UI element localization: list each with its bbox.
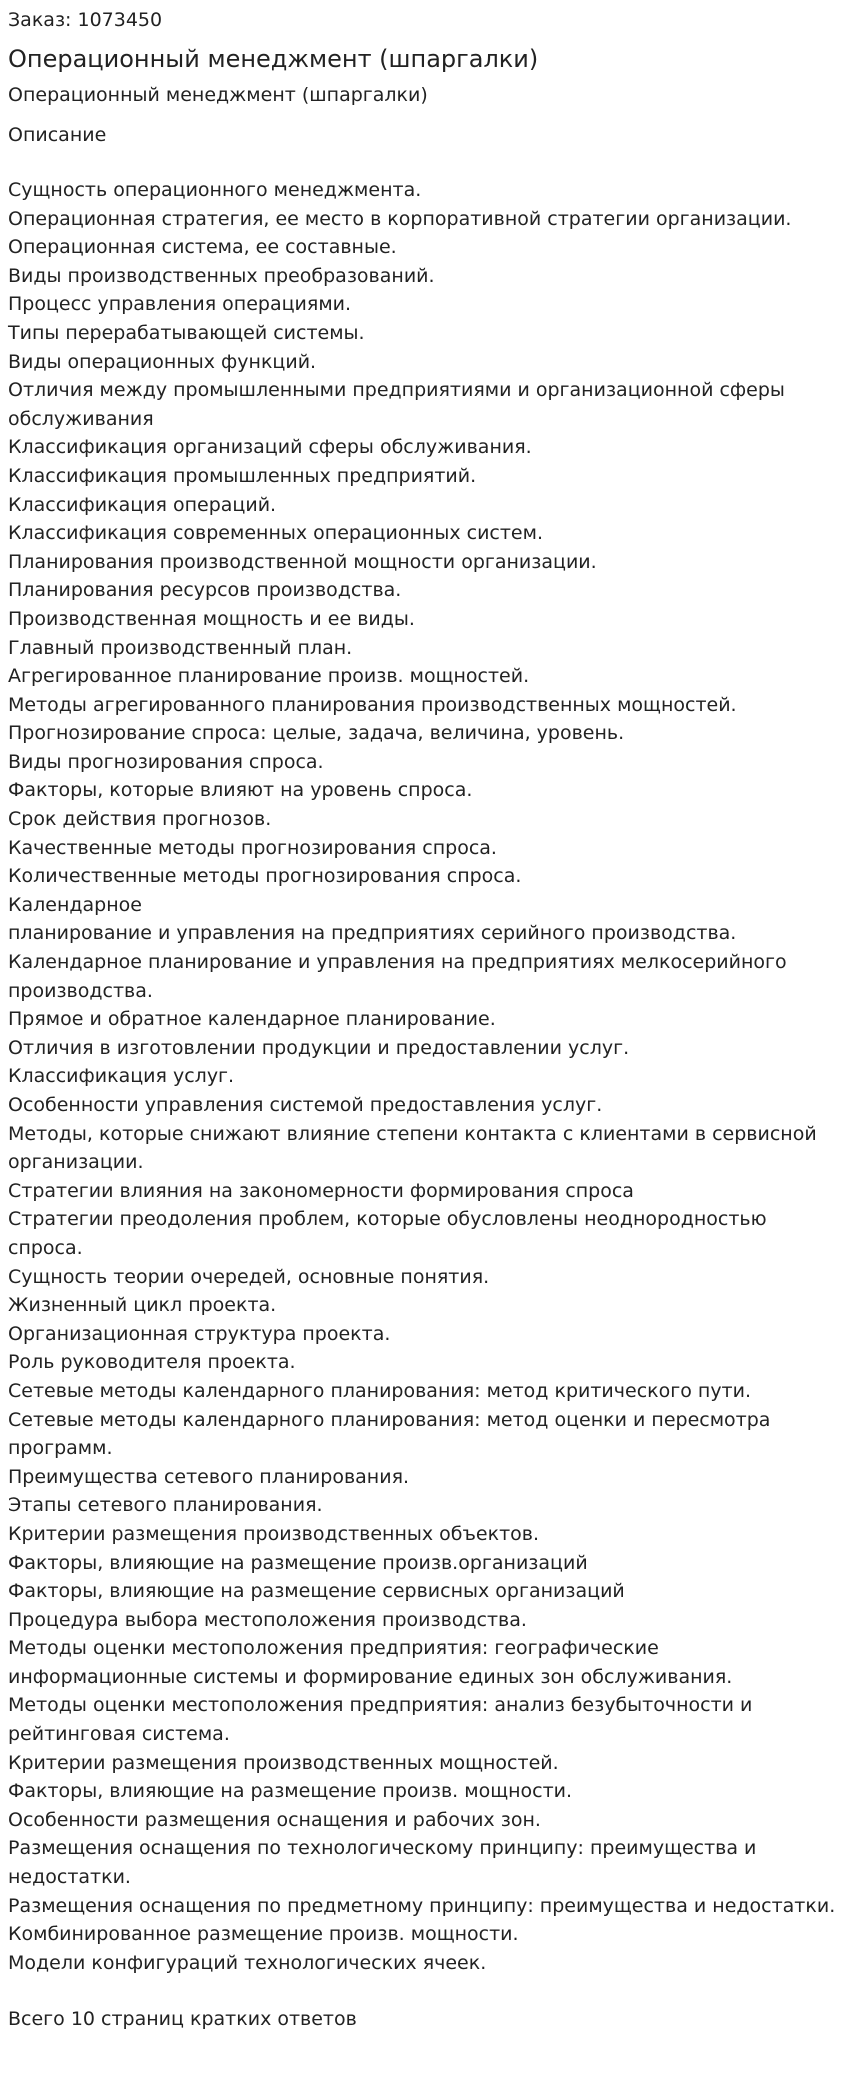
topic-item: Операционная система, ее составные. <box>8 236 397 259</box>
topic-item: Классификация промышленных предприятий. <box>8 464 477 487</box>
topic-item: Особенности управления системой предоставления услуг. <box>8 1094 603 1116</box>
topic-item: Факторы, влияющие на размещение произв.организаций <box>8 1551 588 1574</box>
page-title: Операционный менеджмент (шпаргалки) <box>8 45 539 73</box>
description-label: Описание <box>8 124 107 146</box>
topic-item: Виды прогнозирования спроса. <box>8 750 324 773</box>
topic-item: планирование и управления на предприятиях серийного производства. <box>8 922 737 945</box>
topic-item: Прямое и обратное календарное планирование. <box>8 1008 496 1031</box>
topic-item: Факторы, которые влияют на уровень спроса. <box>8 779 473 802</box>
topic-item: Модели конфигураций технологических ячеек. <box>8 1951 487 1974</box>
page-count-note: Всего 10 страниц кратких ответов <box>8 2008 357 2031</box>
topic-item: Прогнозирование спроса: целые, задача, величина, уровень. <box>8 722 625 745</box>
topic-item: Производственная мощность и ее виды. <box>8 607 415 630</box>
topic-item: Сущность теории очередей, основные понятия. <box>8 1265 490 1288</box>
topic-item: Роль руководителя проекта. <box>8 1351 296 1374</box>
topic-item: Размещения оснащения по технологическому принципу: преимущества и недостатки. <box>8 1837 757 1889</box>
topic-item: Отличия между промышленными предприятиями и организационной сферы обслуживания <box>8 379 785 430</box>
topic-list <box>8 176 839 1977</box>
topic-item: Виды операционных функций. <box>8 350 317 373</box>
order-number: Заказ: 1073450 <box>8 9 163 31</box>
topic-item: Методы оценки местоположения предприятия: географические информационные системы и формирование единых зон обслуживания. <box>8 1637 733 1688</box>
topic-item: Планирования ресурсов производства. <box>8 579 402 602</box>
topic-item: Классификация услуг. <box>8 1065 235 1088</box>
topic-item: Факторы, влияющие на размещение сервисных организаций <box>8 1580 625 1603</box>
topic-item: Операционная стратегия, ее место в корпоративной стратегии организации. <box>8 207 792 230</box>
topic-item: Стратегии преодоления проблем, которые обусловлены неоднородностью спроса. <box>8 1208 767 1259</box>
topic-item: Календарное <box>8 893 142 916</box>
topic-item: Комбинированное размещение произв. мощности. <box>8 1923 519 1946</box>
topic-item: Сетевые методы календарного планирования: метод критического пути. <box>8 1379 752 1402</box>
topic-item: Организационная структура проекта. <box>8 1322 391 1345</box>
topic-item: Методы оценки местоположения предприятия: анализ безубыточности и рейтинговая система. <box>8 1694 753 1746</box>
topic-item: Главный производственный план. <box>8 636 353 659</box>
topic-item: Сущность операционного менеджмента. <box>8 179 422 201</box>
topic-item: Жизненный цикл проекта. <box>8 1294 277 1317</box>
topic-item: Методы агрегированного планирования производственных мощностей. <box>8 693 737 716</box>
topic-item: Типы перерабатывающей системы. <box>8 321 365 344</box>
topic-item: Срок действия прогнозов. <box>8 808 272 831</box>
topic-item: Особенности размещения оснащения и рабочих зон. <box>8 1808 541 1831</box>
topic-item: Агрегированное планирование произв. мощностей. <box>8 665 530 688</box>
topic-item: Методы, которые снижают влияние степени контакта с клиентами в сервисной организации. <box>8 1122 817 1174</box>
topic-item: Классификация современных операционных систем. <box>8 522 543 545</box>
topic-item: Размещения оснащения по предметному принципу: преимущества и недостатки. <box>8 1894 836 1917</box>
topic-item: Этапы сетевого планирования. <box>8 1494 323 1517</box>
topic-item: Процесс управления операциями. <box>8 293 352 316</box>
topic-item: Критерии размещения производственных мощностей. <box>8 1751 559 1774</box>
topic-item: Сетевые методы календарного планирования: метод оценки и пересмотра программ. <box>8 1408 771 1460</box>
topic-item: Классификация операций. <box>8 493 277 516</box>
topic-item: Отличия в изготовлении продукции и предоставлении услуг. <box>8 1036 630 1059</box>
topic-item: Виды производственных преобразований. <box>8 264 435 287</box>
topic-item: Процедура выбора местоположения производства. <box>8 1608 527 1631</box>
topic-item: Планирования производственной мощности организации. <box>8 550 597 573</box>
topic-item: Критерии размещения производственных объектов. <box>8 1522 540 1545</box>
topic-item: Качественные методы прогнозирования спроса. <box>8 836 497 859</box>
topic-item: Преимущества сетевого планирования. <box>8 1465 410 1488</box>
topic-item: Факторы, влияющие на размещение произв. мощности. <box>8 1780 573 1803</box>
topic-item: Количественные методы прогнозирования спроса. <box>8 865 522 888</box>
topic-item: Стратегии влияния на закономерности формирования спроса <box>8 1179 634 1202</box>
topic-item: Классификация организаций сферы обслуживания. <box>8 436 532 459</box>
topic-item: Календарное планирование и управления на предприятиях мелкосерийного производства. <box>8 951 787 1002</box>
page-subtitle: Операционный менеджмент (шпаргалки) <box>8 84 428 106</box>
